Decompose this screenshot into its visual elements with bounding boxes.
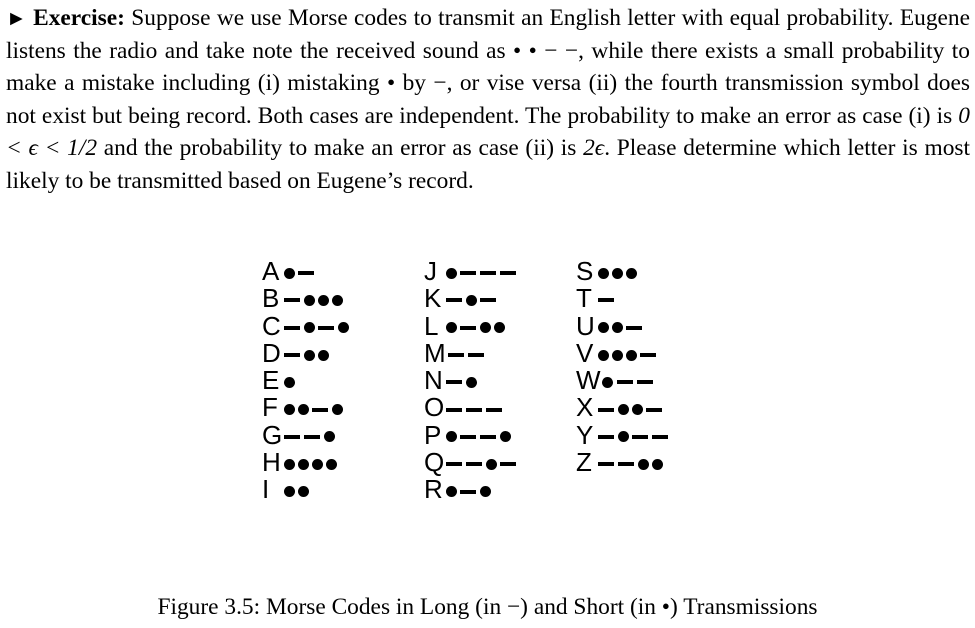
morse-entry-l xyxy=(424,310,518,341)
morse-code xyxy=(444,476,492,503)
dash-icon xyxy=(480,298,496,302)
dash-icon xyxy=(446,380,462,384)
dash-icon xyxy=(626,326,642,330)
dot-icon xyxy=(298,459,309,470)
dot-icon xyxy=(618,431,629,442)
dot-icon xyxy=(466,295,477,306)
morse-code xyxy=(596,258,638,285)
dash-icon xyxy=(284,326,300,330)
morse-code-table xyxy=(262,258,722,568)
morse-entry-s xyxy=(576,258,670,285)
morse-letter: C xyxy=(262,310,281,341)
morse-letter: I xyxy=(262,474,270,505)
morse-code xyxy=(596,449,664,476)
dot-icon xyxy=(446,322,457,333)
figure-caption: Figure 3.5: Morse Codes in Long (in −) and Short (in •) Transmissions xyxy=(157,594,818,620)
morse-entry-k xyxy=(424,285,518,312)
morse-letter: X xyxy=(576,392,594,423)
dash-icon xyxy=(500,462,516,466)
morse-entry-p xyxy=(424,419,518,450)
dash-icon xyxy=(500,271,516,275)
morse-entry-r xyxy=(424,476,518,503)
dash-icon xyxy=(598,462,614,466)
dot-icon xyxy=(284,459,295,470)
dot-icon xyxy=(298,486,309,497)
morse-entry-z xyxy=(576,449,670,476)
morse-code xyxy=(282,258,316,285)
morse-entry-x xyxy=(576,394,670,421)
dot-icon xyxy=(602,377,613,388)
dot-icon xyxy=(284,377,295,388)
morse-letter: F xyxy=(262,392,278,423)
exercise-text-part1: Suppose we use Morse codes to transmit an English letter with equal probability. Eugene listens the radio and take note the received sound as • • − −, while there exists a small probability to make a mistake including (i) mistaking • by −, or vise versa (ii) the fourth transmission symbol does not exist but being record. Both cases are independent. The probability to make an error as case (i) is xyxy=(6,5,970,129)
morse-entry-u xyxy=(576,310,670,341)
dot-icon xyxy=(486,459,497,470)
morse-entry-n xyxy=(424,367,518,394)
morse-entry-a xyxy=(262,258,350,285)
dot-icon xyxy=(632,404,643,415)
dot-icon xyxy=(466,377,477,388)
morse-code xyxy=(444,449,518,476)
morse-code xyxy=(282,285,344,312)
dot-icon xyxy=(332,295,343,306)
exercise-paragraph xyxy=(6,2,970,198)
dot-icon xyxy=(318,350,329,361)
triangle-marker-icon: ► xyxy=(6,6,27,30)
dash-icon xyxy=(632,435,648,439)
dot-icon xyxy=(304,322,315,333)
exercise-heading: Exercise: xyxy=(33,5,125,31)
dot-icon xyxy=(480,322,491,333)
morse-code xyxy=(601,367,655,394)
dash-icon xyxy=(466,408,482,412)
morse-entry-t xyxy=(576,285,670,312)
dot-icon xyxy=(598,268,609,279)
morse-entry-e xyxy=(262,367,350,394)
morse-code xyxy=(596,394,664,421)
dot-icon xyxy=(326,459,337,470)
epsilon-inequality: 0 < ϵ < 1/2 xyxy=(6,102,970,162)
morse-letter: R xyxy=(424,474,443,505)
morse-code xyxy=(596,422,670,449)
morse-letter: D xyxy=(262,337,281,368)
morse-code xyxy=(446,340,486,367)
dash-icon xyxy=(318,326,334,330)
morse-letter: V xyxy=(576,337,594,368)
morse-letter: G xyxy=(262,419,283,450)
dot-icon xyxy=(332,404,343,415)
dot-icon xyxy=(494,322,505,333)
dash-icon xyxy=(468,353,484,357)
dot-icon xyxy=(480,486,491,497)
morse-code xyxy=(444,258,518,285)
morse-letter: O xyxy=(424,392,445,423)
morse-column-1 xyxy=(262,258,350,504)
dash-icon xyxy=(284,435,300,439)
dash-icon xyxy=(460,435,476,439)
exercise-text-part2: and the probability to make an error as case (ii) is xyxy=(103,135,577,162)
dot-icon xyxy=(446,486,457,497)
dot-icon xyxy=(598,322,609,333)
dash-icon xyxy=(480,271,496,275)
morse-letter: Q xyxy=(424,447,445,478)
morse-entry-w xyxy=(576,367,670,394)
dash-icon xyxy=(480,435,496,439)
dash-icon xyxy=(446,298,462,302)
morse-column-2 xyxy=(424,258,518,504)
morse-entry-v xyxy=(576,337,670,368)
dot-icon xyxy=(318,295,329,306)
dot-icon xyxy=(500,431,511,442)
morse-entry-m xyxy=(424,337,518,368)
dash-icon xyxy=(617,380,633,384)
morse-code xyxy=(596,313,644,340)
exercise-text-part3: . Please determine which letter is most likely to be transmitted based on Eugene’s record. xyxy=(6,135,970,194)
morse-letter: J xyxy=(424,256,437,286)
dot-icon xyxy=(618,404,629,415)
morse-code xyxy=(444,285,498,312)
morse-code xyxy=(282,476,310,503)
morse-letter: S xyxy=(576,256,594,286)
morse-entry-h xyxy=(262,449,350,476)
morse-letter: L xyxy=(424,310,439,341)
morse-code xyxy=(444,313,506,340)
dot-icon xyxy=(612,268,623,279)
dot-icon xyxy=(446,431,457,442)
morse-entry-y xyxy=(576,419,670,450)
dash-icon xyxy=(598,435,614,439)
morse-entry-q xyxy=(424,449,518,476)
dash-icon xyxy=(460,326,476,330)
morse-code xyxy=(444,367,478,394)
morse-entry-j xyxy=(424,258,518,285)
morse-entry-i xyxy=(262,476,350,503)
dot-icon xyxy=(446,268,457,279)
dash-icon xyxy=(298,271,314,275)
morse-entry-f xyxy=(262,394,350,421)
dot-icon xyxy=(284,268,295,279)
morse-letter: P xyxy=(424,419,442,450)
morse-code xyxy=(282,367,296,394)
morse-letter: U xyxy=(576,310,595,341)
morse-code xyxy=(596,285,616,312)
morse-letter: M xyxy=(424,337,446,368)
dash-icon xyxy=(618,462,634,466)
dash-icon xyxy=(448,353,464,357)
dot-icon xyxy=(626,268,637,279)
morse-entry-c xyxy=(262,310,350,341)
dot-icon xyxy=(284,404,295,415)
morse-entry-b xyxy=(262,285,350,312)
morse-code xyxy=(282,394,344,421)
dot-icon xyxy=(312,459,323,470)
dash-icon xyxy=(304,435,320,439)
dot-icon xyxy=(298,404,309,415)
dash-icon xyxy=(284,353,300,357)
dot-icon xyxy=(612,350,623,361)
dot-icon xyxy=(304,350,315,361)
dash-icon xyxy=(446,408,462,412)
morse-letter: Z xyxy=(576,447,592,478)
dash-icon xyxy=(646,408,662,412)
morse-code xyxy=(444,422,512,449)
dot-icon xyxy=(626,350,637,361)
morse-entry-g xyxy=(262,419,350,450)
morse-code xyxy=(282,422,336,449)
dot-icon xyxy=(598,350,609,361)
morse-code xyxy=(282,449,338,476)
dash-icon xyxy=(446,462,462,466)
dash-icon xyxy=(466,462,482,466)
morse-letter: N xyxy=(424,365,443,396)
dash-icon xyxy=(598,298,614,302)
morse-letter: K xyxy=(424,283,442,314)
dot-icon xyxy=(638,459,649,470)
dot-icon xyxy=(284,486,295,497)
morse-code xyxy=(596,340,658,367)
dash-icon xyxy=(312,408,328,412)
dash-icon xyxy=(284,298,300,302)
dot-icon xyxy=(304,295,315,306)
dash-icon xyxy=(652,435,668,439)
error-rate-ii: 2ϵ xyxy=(583,135,605,162)
dash-icon xyxy=(598,408,614,412)
morse-letter: E xyxy=(262,365,280,396)
morse-entry-d xyxy=(262,337,350,368)
dash-icon xyxy=(460,271,476,275)
dot-icon xyxy=(338,322,349,333)
morse-code xyxy=(282,313,350,340)
morse-letter: A xyxy=(262,256,280,286)
dash-icon xyxy=(637,380,653,384)
morse-code xyxy=(282,340,330,367)
dot-icon xyxy=(324,431,335,442)
dot-icon xyxy=(652,459,663,470)
dash-icon xyxy=(460,490,476,494)
morse-letter: T xyxy=(576,283,592,314)
dash-icon xyxy=(640,353,656,357)
morse-column-3 xyxy=(576,258,670,476)
morse-code xyxy=(444,394,504,421)
morse-letter: B xyxy=(262,283,280,314)
morse-letter: Y xyxy=(576,419,594,450)
morse-entry-o xyxy=(424,394,518,421)
morse-letter: W xyxy=(576,365,601,396)
morse-letter: H xyxy=(262,447,281,478)
dot-icon xyxy=(612,322,623,333)
dash-icon xyxy=(486,408,502,412)
